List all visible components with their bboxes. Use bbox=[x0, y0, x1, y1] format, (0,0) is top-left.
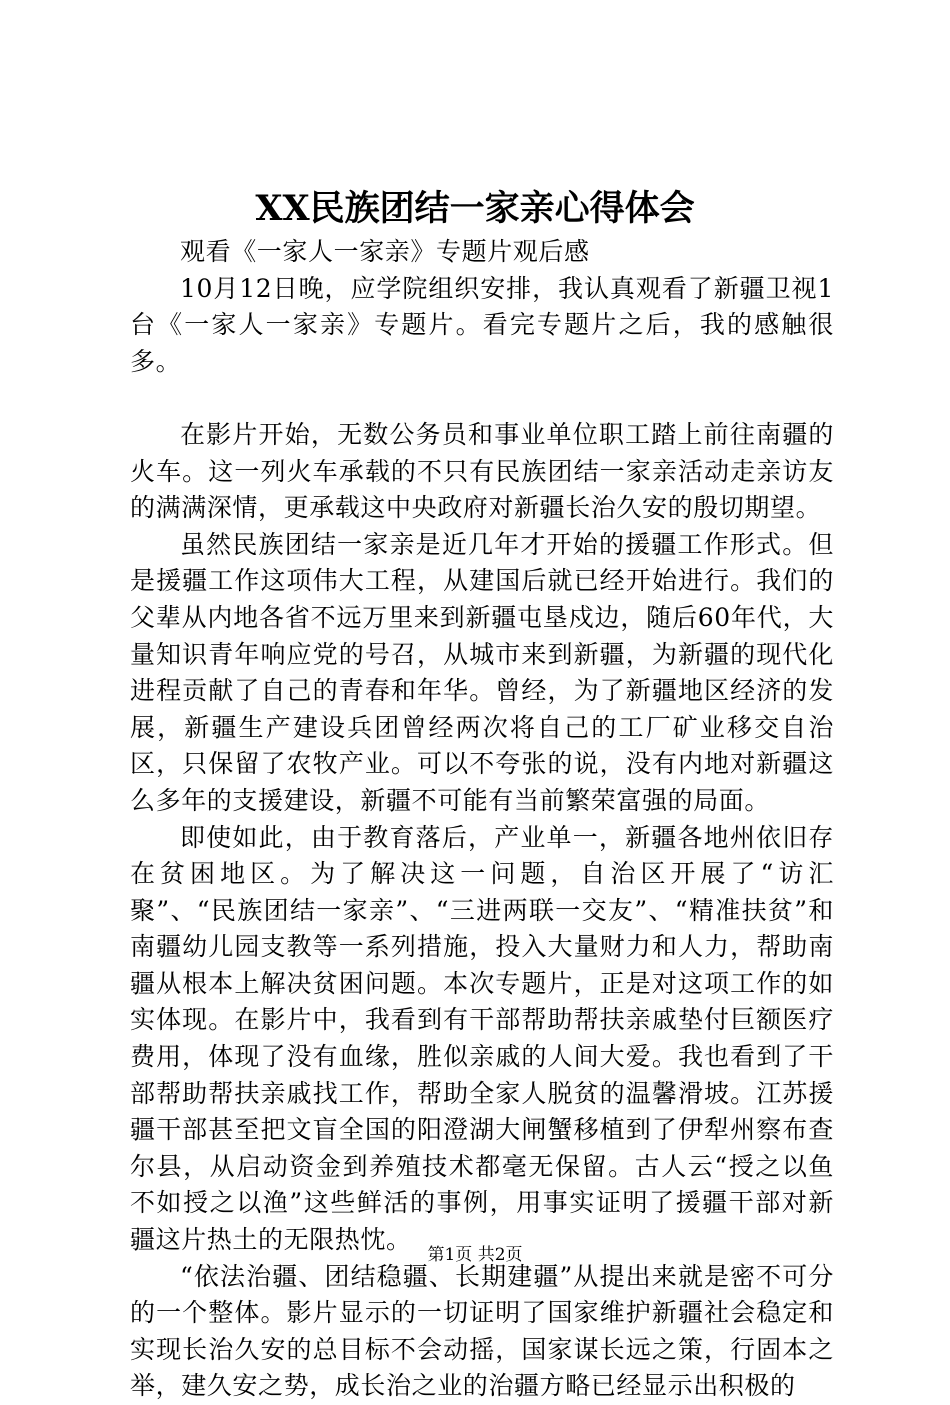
page-number: 第1页 共2页 bbox=[427, 1245, 523, 1265]
paragraph-poverty-measures: 即使如此，由于教育落后，产业单一，新疆各地州依旧存在贫困地区。为了解决这一问题，自治区开展了“访汇聚”、“民族团结一家亲”、“三进两联一交友”、“精准扶贫”和南疆幼儿园支教等一系列措施，投入大量财力和人力，帮助南疆从根本上解决贫困问题。本次专题片，正是对这项工作的如实体现。在影片中，我看到有干部帮助帮扶亲戚垫付巨额医疗费用，体现了没有血缘，胜似亲戚的人间大爱。我也看到了干部帮助帮扶亲戚找工作，帮助全家人脱贫的温馨滑坡。江苏援疆干部甚至把文盲全国的阳澄湖大闸蟹移植到了伊犁州察布查尔县，从启动资金到养殖技术都毫无保留。古人云“授之以鱼不如授之以渔”这些鲜活的事例，用事实证明了援疆干部对新疆这片热土的无限热忱。 bbox=[130, 822, 834, 1255]
paragraph-film-opening: 在影片开始，无数公务员和事业单位职工踏上前往南疆的火车。这一列火车承载的不只有民族团结一家亲活动走亲访友的满满深情，更承载这中央政府对新疆长治久安的殷切期望。 bbox=[130, 419, 834, 523]
paragraph-subtitle: 观看《一家人一家亲》专题片观后感 bbox=[180, 237, 590, 266]
paragraph-intro: 10月12日晚，应学院组织安排，我认真观看了新疆卫视1台《一家人一家亲》专题片。看完专题片之后，我的感触很多。 bbox=[130, 273, 834, 376]
document-title: XX民族团结一家亲心得体会 bbox=[255, 188, 695, 229]
paragraph-governance: “依法治疆、团结稳疆、长期建疆”从提出来就是密不可分的一个整体。影片显示的一切证明了国家维护新疆社会稳定和实现长治久安的总目标不会动摇，国家谋长远之策，行固本之举，建久安之势，成长治之业的治疆方略已经显示出积极的 bbox=[130, 1261, 834, 1401]
paragraph-history: 虽然民族团结一家亲是近几年才开始的援疆工作形式。但是援疆工作这项伟大工程，从建国后就已经开始进行。我们的父辈从内地各省不远万里来到新疆屯垦戍边，随后60年代，大量知识青年响应党的号召，从城市来到新疆，为新疆的现代化进程贡献了自己的青春和年华。曾经，为了新疆地区经济的发展，新疆生产建设兵团曾经两次将自己的工厂矿业移交自治区，只保留了农牧产业。可以不夸张的说，没有内地对新疆这么多年的支援建设，新疆不可能有当前繁荣富强的局面。 bbox=[130, 529, 834, 815]
document-body bbox=[130, 234, 834, 1405]
